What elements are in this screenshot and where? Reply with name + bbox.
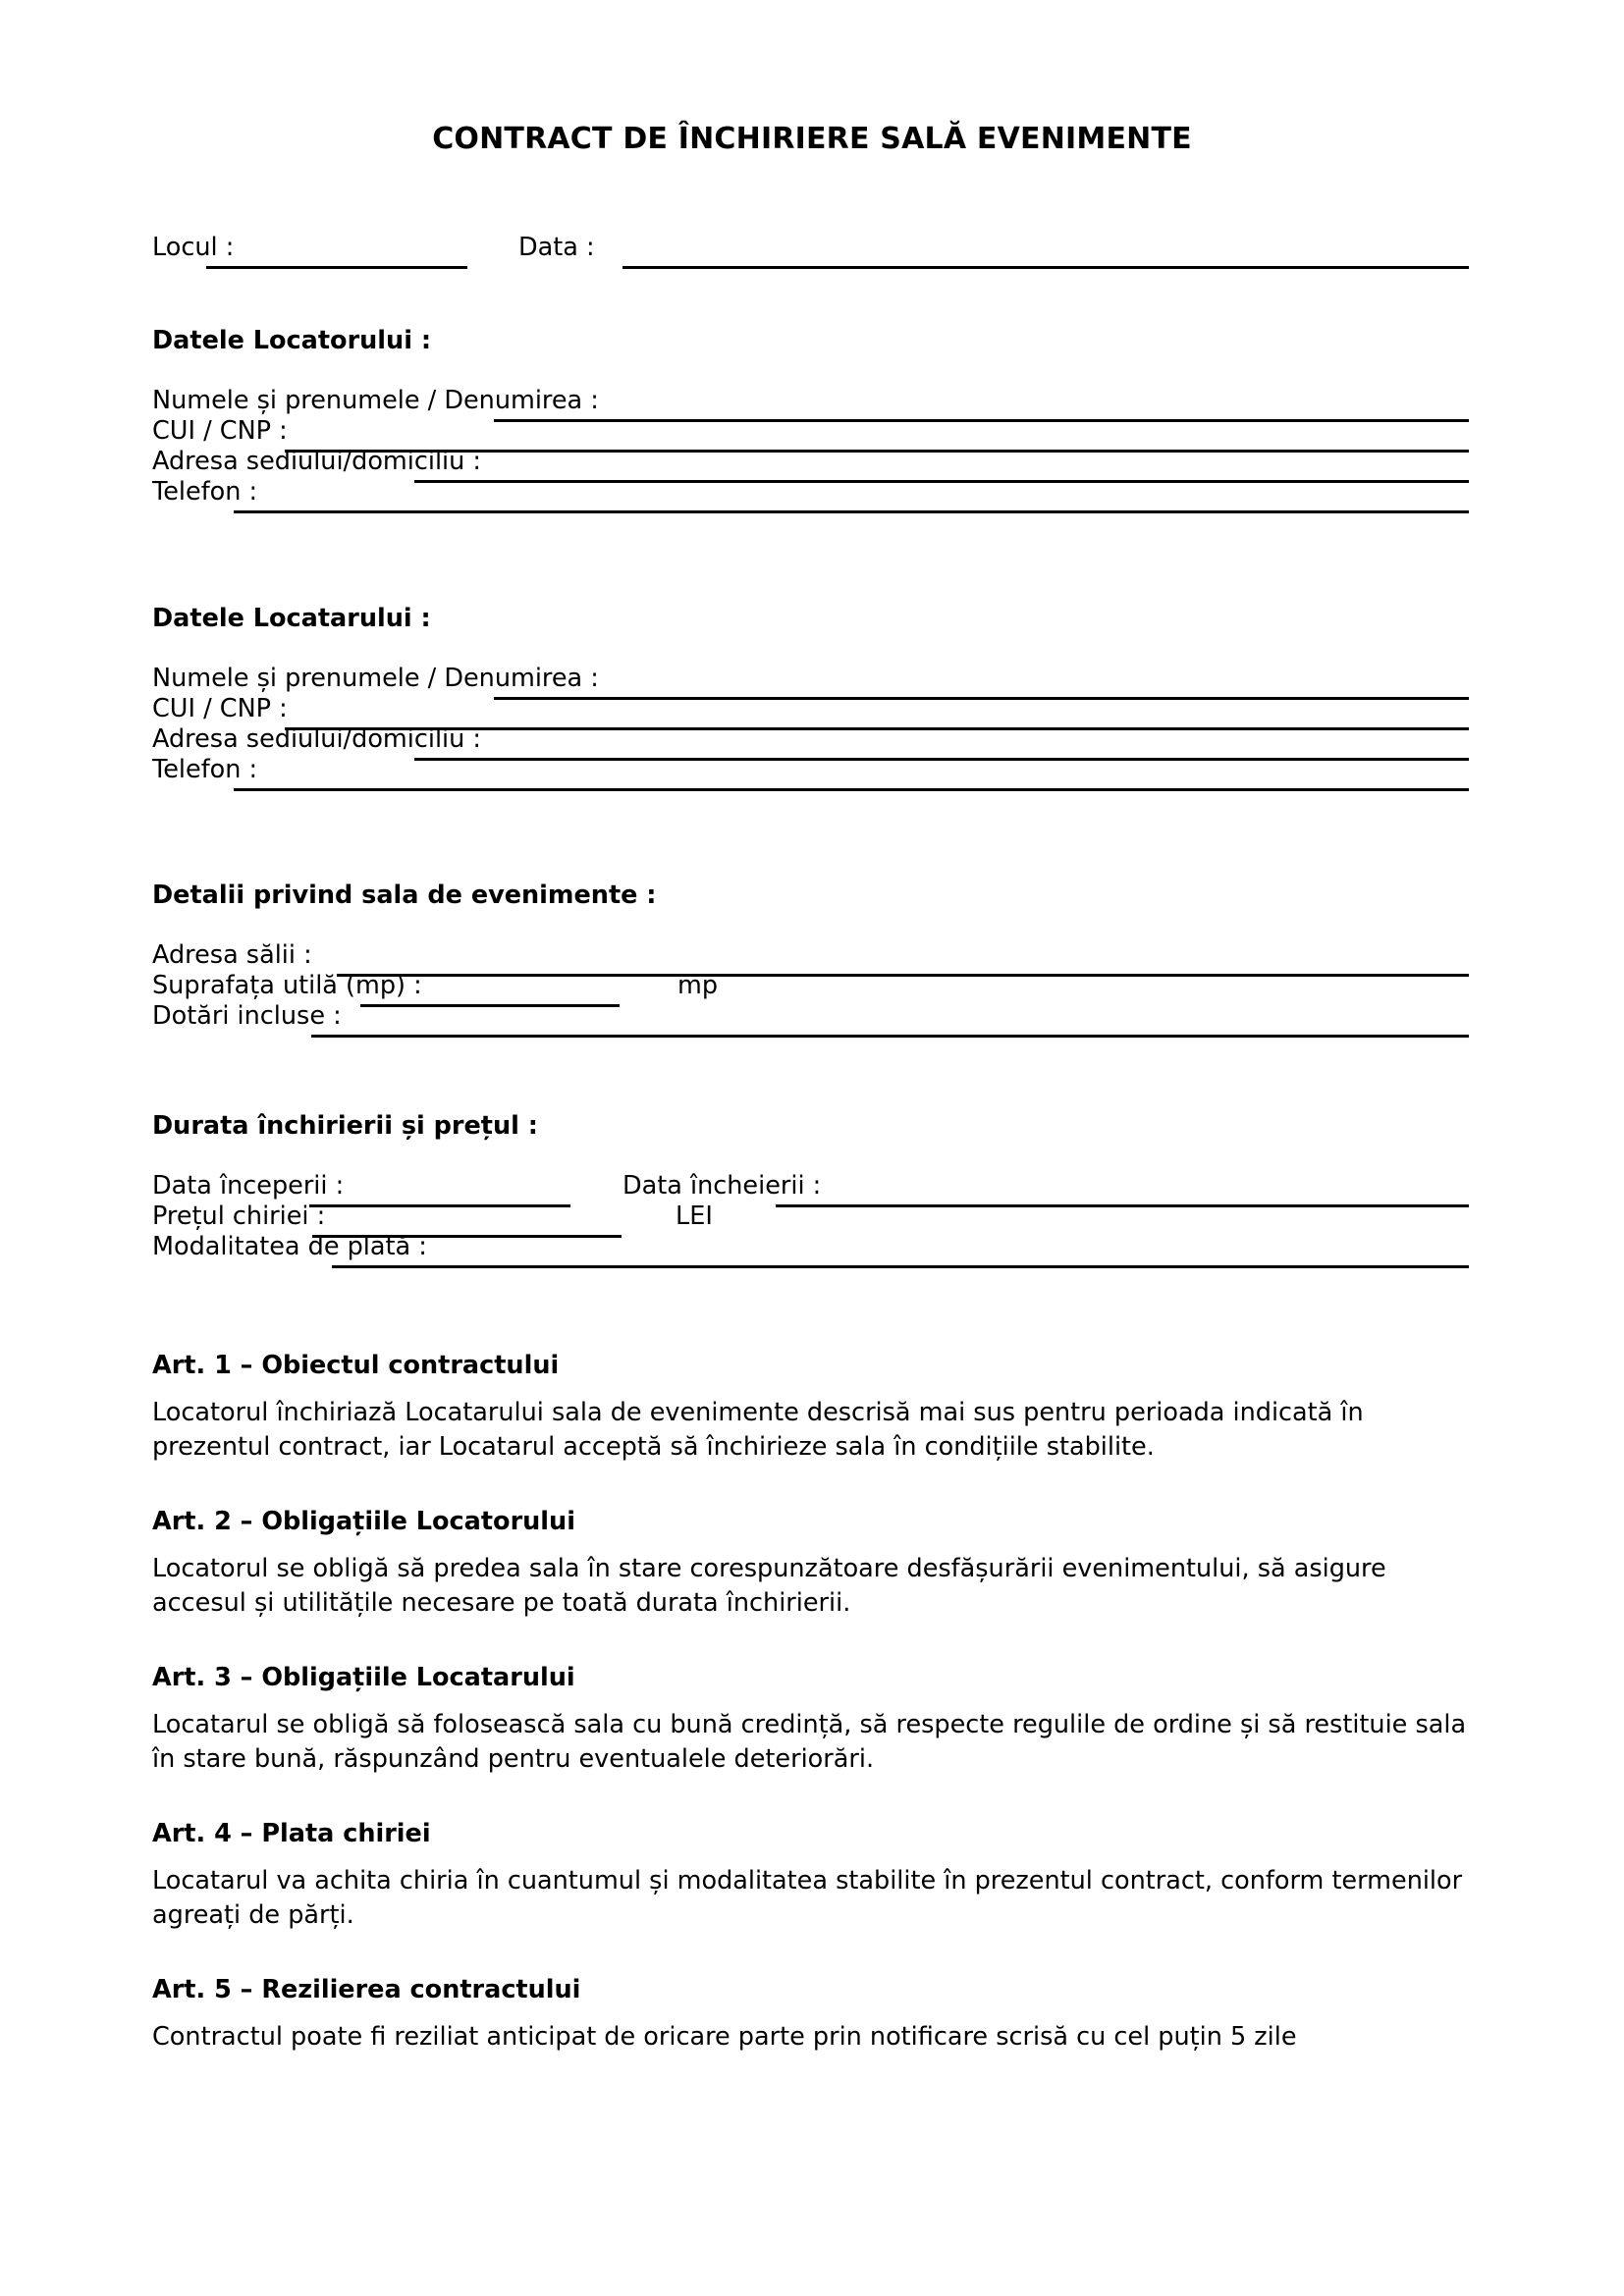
article-body-5: Contractul poate fi reziliat anticipat de oricare parte prin notificare scrisă cu cel puțin 5 zile <box>152 2022 1297 2052</box>
start-date-rule[interactable] <box>309 1204 570 1207</box>
tenant-cui-label: CUI / CNP : <box>152 694 288 723</box>
terms-section-heading: Durata închirierii și prețul : <box>152 1111 538 1141</box>
article-body-2: Locatorul se obligă să predea sala în stare corespunzătoare desfășurării evenimentului, să asigure accesul și utilitățile necesare pe toată durata închirierii. <box>152 1554 1394 1618</box>
article-body-4: Locatarul va achita chiria în cuantumul și modalitatea stabilite în prezentul contract, conform termenilor agreați de părți. <box>152 1866 1471 1930</box>
start-date-label: Data începerii : <box>152 1171 345 1201</box>
article-heading-5: Art. 5 – Rezilierea contractului <box>152 1975 581 2004</box>
end-date-label: Data încheierii : <box>623 1171 822 1201</box>
place-label: Locul : <box>152 233 235 262</box>
venue-area-unit: mp <box>677 971 719 1000</box>
landlord-phone-label: Telefon : <box>152 477 258 507</box>
page-title: CONTRACT DE ÎNCHIRIERE SALĂ EVENIMENTE <box>432 122 1192 156</box>
landlord-name-label: Numele și prenumele / Denumirea : <box>152 386 599 415</box>
date-input-rule[interactable] <box>623 266 1469 269</box>
article-heading-1: Art. 1 – Obiectul contractului <box>152 1351 560 1380</box>
article-body-1: Locatorul închiriază Locatarului sala de evenimente descrisă mai sus pentru perioada indicată în prezentul contract, iar Locatarul acceptă să închirieze sala în condițiile stabilite. <box>152 1398 1372 1462</box>
venue-area-label: Suprafața utilă (mp) : <box>152 971 422 1000</box>
tenant-phone-label: Telefon : <box>152 755 258 784</box>
tenant-address-label: Adresa sediului/domiciliu : <box>152 724 481 754</box>
payment-method-rule[interactable] <box>332 1265 1469 1268</box>
tenant-phone-rule[interactable] <box>234 788 1469 791</box>
tenant-address-rule[interactable] <box>414 758 1469 761</box>
landlord-address-rule[interactable] <box>414 480 1469 483</box>
venue-address-label: Adresa sălii : <box>152 940 312 970</box>
venue-amenities-rule[interactable] <box>311 1035 1469 1038</box>
payment-method-label: Modalitatea de plată : <box>152 1232 427 1261</box>
article-heading-3: Art. 3 – Obligațiile Locatarului <box>152 1663 575 1692</box>
venue-section-heading: Detalii privind sala de evenimente : <box>152 881 657 910</box>
price-label: Prețul chiriei : <box>152 1201 326 1231</box>
landlord-cui-label: CUI / CNP : <box>152 416 288 446</box>
landlord-section-heading: Datele Locatorului : <box>152 326 432 355</box>
article-body-3: Locatarul se obligă să folosească sala cu bună credință, să respecte regulile de ordine și să restituie sala în stare bună, răspunzând pentru eventualele deteriorări. <box>152 1710 1475 1774</box>
venue-area-rule[interactable] <box>360 1004 620 1007</box>
tenant-name-label: Numele și prenumele / Denumirea : <box>152 664 599 693</box>
tenant-section-heading: Datele Locatarului : <box>152 604 431 633</box>
landlord-address-label: Adresa sediului/domiciliu : <box>152 447 481 476</box>
date-label: Data : <box>518 233 595 262</box>
place-input-rule[interactable] <box>206 266 467 269</box>
article-heading-4: Art. 4 – Plata chiriei <box>152 1819 431 1848</box>
article-heading-2: Art. 2 – Obligațiile Locatorului <box>152 1507 575 1536</box>
landlord-phone-rule[interactable] <box>234 510 1469 513</box>
venue-address-rule[interactable] <box>337 974 1469 977</box>
tenant-name-rule[interactable] <box>494 697 1469 700</box>
venue-amenities-label: Dotări incluse : <box>152 1001 342 1031</box>
end-date-rule[interactable] <box>776 1204 1469 1207</box>
landlord-name-rule[interactable] <box>494 419 1469 422</box>
price-currency: LEI <box>676 1201 713 1231</box>
